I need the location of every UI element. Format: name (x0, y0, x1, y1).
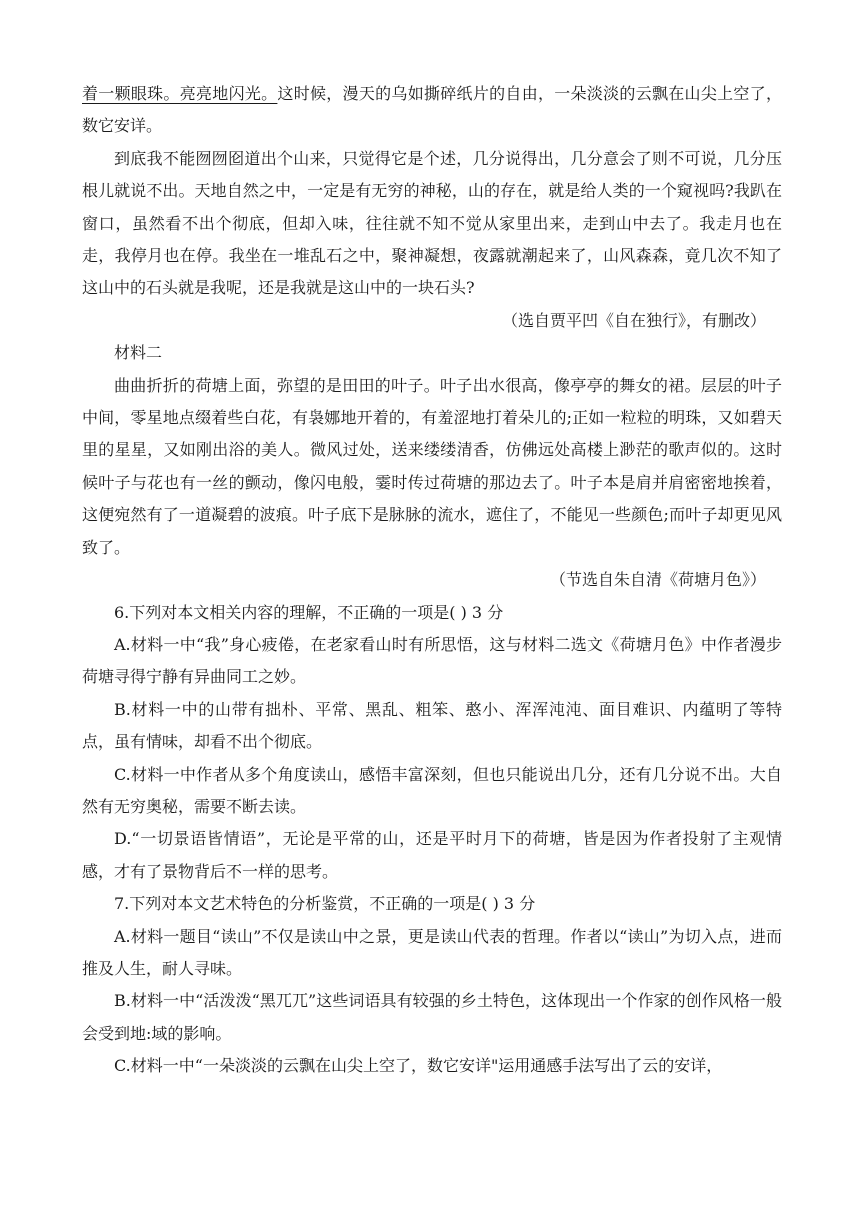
question7-option-a: A.材料一题目“读山”不仅是读山中之景，更是读山代表的哲理。作者以“读山”为切入点，进而推及人生，耐人寻味。 (82, 926, 782, 978)
document-page (82, 78, 782, 1083)
material1-continuation-text: 这时候，漫天的乌如撕碎纸片的自由，一朵淡淡的云飘在山尖上空了，数它安详。 (82, 84, 782, 136)
question7-option-c: C.材料一中“一朵淡淡的云飘在山尖上空了，数它安详"运用通感手法写出了云的安详， (114, 1056, 723, 1076)
question6-option-b: B.材料一中的山带有拙朴、平常、黑乱、粗笨、憨小、浑浑沌沌、面目难识、内蕴明了等特点，虽有情味，却看不出个彻底。 (82, 699, 782, 752)
question6-title: 6.下列对本文相关内容的理解，不正确的一项是( ) 3 分 (114, 602, 504, 622)
material1-continuation (82, 78, 782, 143)
question7-title: 7.下列对本文艺术特色的分析鉴赏，不正确的一项是( ) 3 分 (114, 894, 536, 914)
question6-option-d: D.“一切景语皆情语”，无论是平常的山，还是平时月下的荷塘，皆是因为作者投射了主观情感，才有了景物背后不一样的思考。 (82, 829, 782, 881)
material1-paragraph: 到底我不能囫囫囵道出个山来，只觉得它是个述，几分说得出，几分意会了则不可说，几分压根儿就说不出。天地自然之中，一定是有无穷的神秘，山的存在，就是给人类的一个窥视吗?我趴在窗口，虽然看不出个彻底，但却入味，往往就不知不觉从家里出来，走到山中去了。我走月也在走，我停月也在停。我坐在一堆乱石之中，聚神凝想，夜露就潮起来了，山风森森，竟几次不知了这山中的石头就是我呢，还是我就是这山中的一块石头? (82, 148, 782, 298)
underlined-phrase: 着一颗眼珠。亮亮地闪光。 (82, 84, 278, 103)
material2-paragraph: 曲曲折折的荷塘上面，弥望的是田田的叶子。叶子出水很高，像亭亭的舞女的裙。层层的叶子中间，零星地点缀着些白花，有袅娜地开着的，有羞涩地打着朵儿的;正如一粒粒的明珠，又如碧天里的星星，又如刚出浴的美人。微风过处，送来缕缕清香，仿佛远处高楼上渺茫的歌声似的。这时候叶子与花也有一丝的颤动，像闪电般，霎时传过荷塘的那边去了。叶子本是肩并肩密密地挨着，这便宛然有了一道凝碧的波痕。叶子底下是脉脉的流水，遮住了，不能见一些颜色;而叶子却更见风致了。 (82, 375, 782, 557)
question7-option-b: B.材料一中“活泼泼“黑兀兀”这些词语具有较强的乡土特色，这体现出一个作家的创作风格一般会受到地:域的影响。 (82, 991, 782, 1043)
material2-heading: 材料二 (114, 343, 163, 363)
question6-option-c: C.材料一中作者从多个角度读山，感悟丰富深刻，但也只能说出几分，还有几分说不出。大自然有无穷奥秘，需要不断去读。 (82, 764, 782, 816)
material2-source: （节选自朱自清《荷塘月色》） (549, 570, 766, 590)
material1-source: （选自贾平凹《自在独行》，有删改） (501, 310, 766, 330)
question6-option-a: A.材料一中“我”身心疲倦，在老家看山时有所思悟，这与材料二选文《荷塘月色》中作者漫步荷塘寻得宁静有异曲同工之妙。 (82, 634, 782, 687)
